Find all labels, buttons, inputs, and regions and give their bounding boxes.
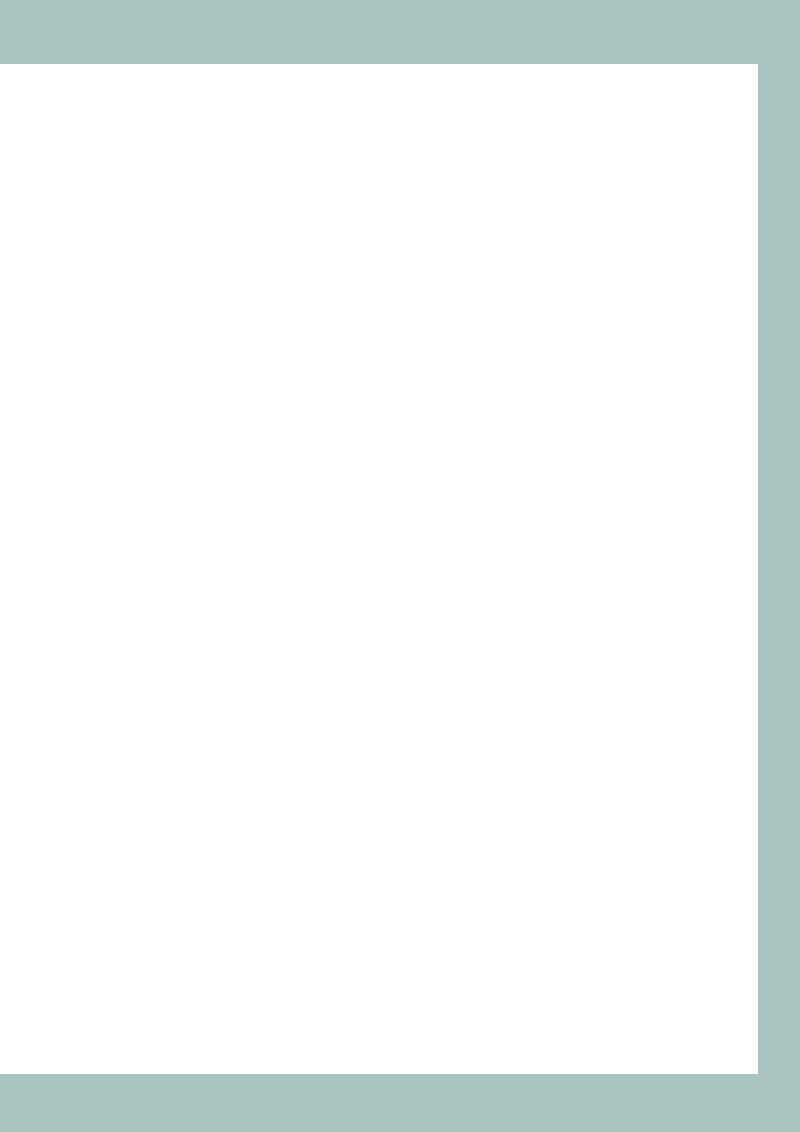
section-banner <box>522 36 680 66</box>
page-body <box>0 64 758 1074</box>
